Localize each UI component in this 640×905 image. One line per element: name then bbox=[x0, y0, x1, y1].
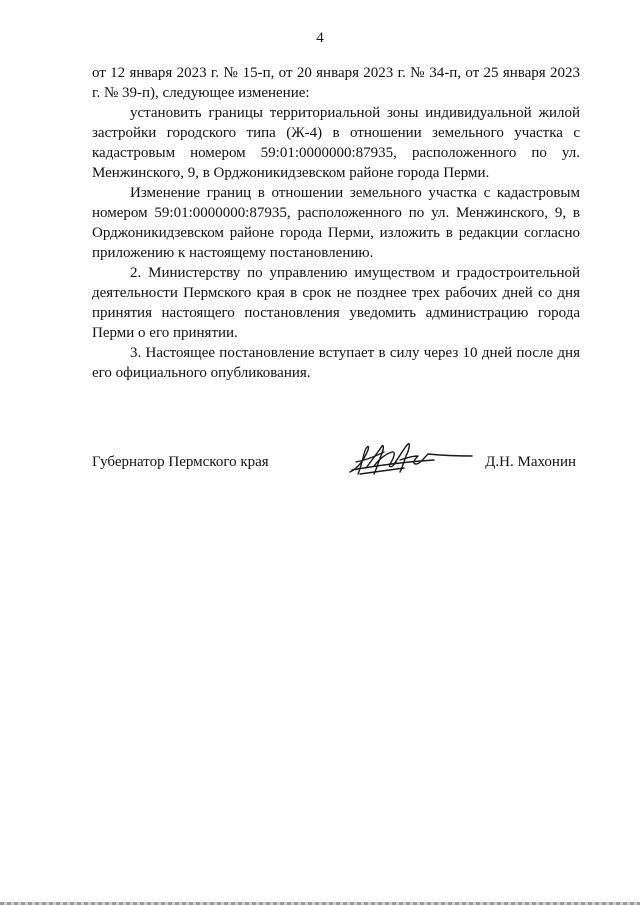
paragraph-effective-date: 3. Настоящее постановление вступает в силу через 10 дней после дня его официального опубликования. bbox=[92, 345, 580, 381]
paragraph-boundary-change: Изменение границ в отношении земельного участка с кадастровым номером 59:01:0000000:87935, расположенного по ул. Менжинского, 9, в Орджоникидзевском районе города Перми, изложить в редакции согласно приложению к настоящему постановлению. bbox=[92, 185, 580, 261]
paragraph-zone-boundaries: установить границы территориальной зоны индивидуальной жилой застройки городского типа (Ж-4) в отношении земельного участка с кадастровым номером 59:01:0000000:87935, расположенного по ул. Менжинского, 9, в Орджоникидзевском районе города Перми. bbox=[92, 105, 580, 181]
signatory-name: Д.Н. Махонин bbox=[485, 454, 576, 470]
signatory-title: Губернатор Пермского края bbox=[92, 454, 269, 470]
handwritten-signature bbox=[344, 438, 476, 480]
document-body bbox=[92, 63, 580, 383]
paragraph-continuation: от 12 января 2023 г. № 15-п, от 20 января 2023 г. № 34-п, от 25 января 2023 г. № 39-п), следующее изменение: bbox=[92, 65, 580, 101]
page-number: 4 bbox=[316, 30, 324, 46]
signature-block bbox=[92, 448, 580, 488]
paragraph-ministry-notice: 2. Министерству по управлению имуществом и градостроительной деятельности Пермского края в срок не позднее трех рабочих дней со дня принятия настоящего постановления уведомить администрацию города Перми о его принятии. bbox=[92, 265, 580, 341]
